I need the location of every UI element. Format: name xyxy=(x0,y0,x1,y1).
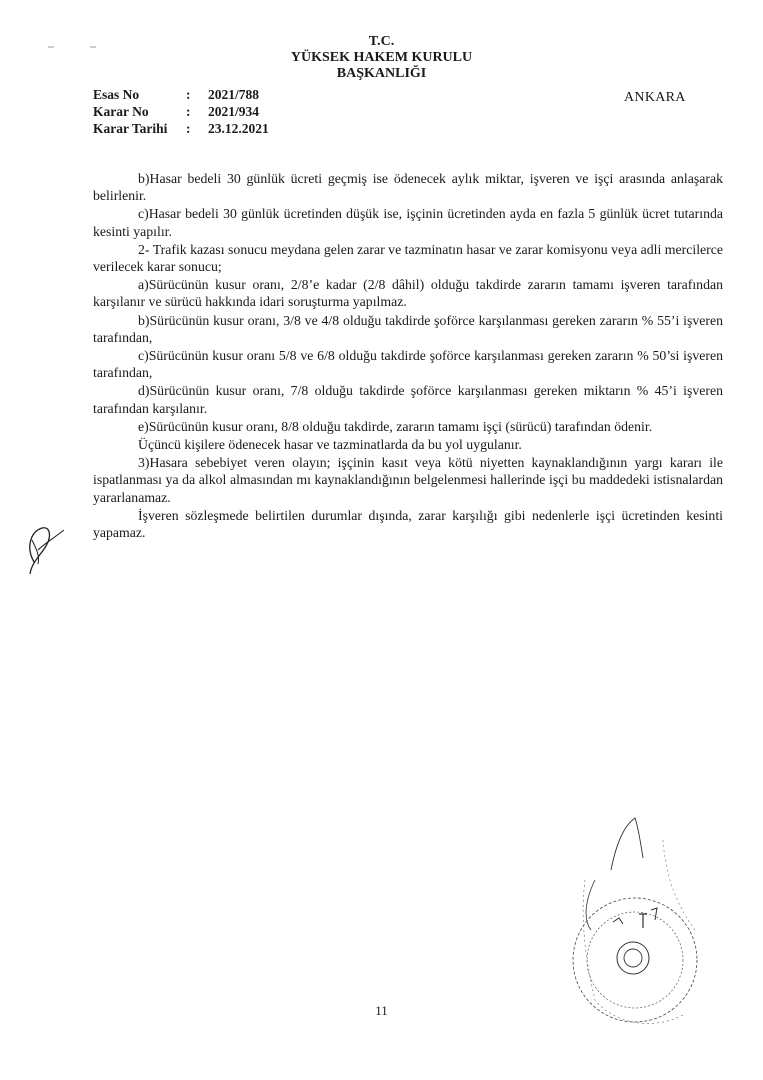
official-stamp-seal xyxy=(555,810,705,1040)
meta-row-date xyxy=(93,120,269,137)
paragraph: 2- Trafik kazası sonucu meydana gelen zarar ve tazminatın hasar ve zarar komisyonu veya adli mercilerce verilecek karar sonucu; xyxy=(93,241,723,275)
meta-value: 2021/934 xyxy=(208,104,260,119)
location-label: ANKARA xyxy=(624,90,686,105)
paragraph: İşveren sözleşmede belirtilen durumlar dışında, zarar karşılığı gibi nedenlerle işçi ücretinden kesinti yapamaz. xyxy=(93,507,723,541)
meta-label: Karar No xyxy=(93,104,149,119)
paragraph: e)Sürücünün kusur oranı, 8/8 olduğu takdirde, zararın tamamı işçi (sürücü) tarafından ödenir. xyxy=(138,418,653,434)
meta-row-karar xyxy=(93,103,269,120)
meta-value: 23.12.2021 xyxy=(208,121,269,136)
header-line-institution: YÜKSEK HAKEM KURULU xyxy=(290,50,473,65)
case-meta xyxy=(93,86,269,137)
paragraph: c)Hasar bedeli 30 günlük ücretinden düşük ise, işçinin ücretinden ayda en fazla 5 günlük ücret tutarında kesinti yapılır. xyxy=(93,206,723,239)
meta-label: Esas No xyxy=(93,87,140,102)
header-line-presidency: BAŞKANLIĞI xyxy=(336,66,427,81)
meta-label: Karar Tarihi xyxy=(93,121,168,136)
header-line-tc: T.C. xyxy=(368,34,395,49)
meta-colon: : xyxy=(186,87,191,102)
paragraph: d)Sürücünün kusur oranı, 7/8 olduğu takdirde şoförce karşılanması gereken miktarın % 45’i işveren tarafından karşılanır. xyxy=(93,383,723,416)
paragraph: b)Sürücünün kusur oranı, 3/8 ve 4/8 olduğu takdirde şoförce karşılanması gereken zararın % 55’i işveren tarafından, xyxy=(93,312,723,345)
handwritten-signature xyxy=(20,518,70,578)
paragraph: 3)Hasara sebebiyet veren olayın; işçinin kasıt veya kötü niyetten kaynaklandığının yargı kararı ile ispatlanması ya da alkol almasından mı kaynaklandığının belgelenmesi hallerinde işçi bu maddedeki istisnalardan yararlanamaz. xyxy=(93,455,723,505)
meta-value: 2021/788 xyxy=(208,87,260,102)
paragraph: Üçüncü kişilere ödenecek hasar ve tazminatlarda da bu yol uygulanır. xyxy=(138,437,522,453)
document-header xyxy=(0,34,763,82)
meta-colon: : xyxy=(186,121,191,136)
page-number: 11 xyxy=(375,1003,388,1018)
meta-row-esas xyxy=(93,86,269,103)
meta-colon: : xyxy=(186,104,191,119)
paragraph: c)Sürücünün kusur oranı 5/8 ve 6/8 olduğu takdirde şoförce karşılanması gereken zararın % 50’si işveren tarafından, xyxy=(93,348,723,381)
paragraph: b)Hasar bedeli 30 günlük ücreti geçmiş ise ödenecek aylık miktar, işveren ve işçi arasında anlaşarak belirlenir. xyxy=(93,171,723,204)
paragraph: a)Sürücünün kusur oranı, 2/8’e kadar (2/8 dâhil) olduğu takdirde zararın tamamı işveren tarafından karşılanır ve sürücü hakkında idari soruşturma yapılmaz. xyxy=(93,277,723,310)
document-body xyxy=(93,170,723,542)
